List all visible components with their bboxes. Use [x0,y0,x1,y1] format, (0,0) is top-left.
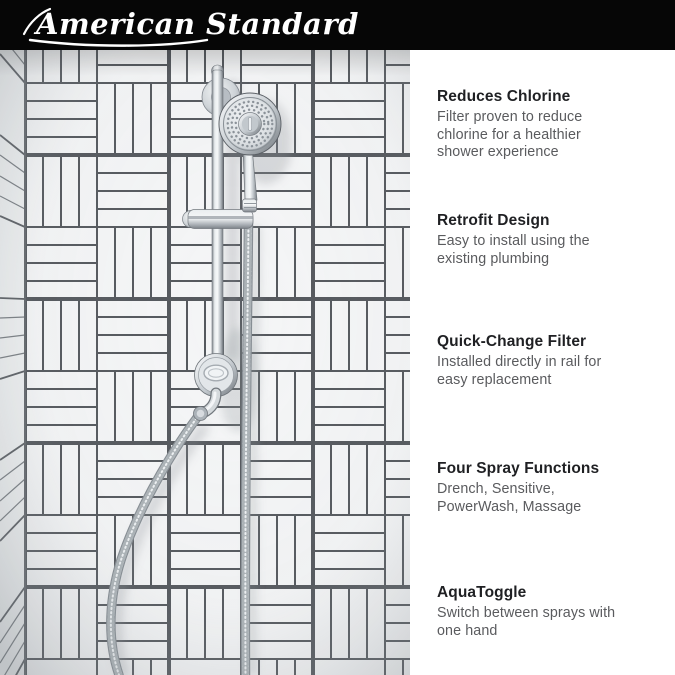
feature-description: Easy to install using the existing plumbing [437,233,590,267]
photo-vignette [0,50,410,675]
feature-title: Retrofit Design [437,212,550,229]
feature-retrofit-design [437,212,622,268]
feature-title: AquaToggle [437,584,527,601]
brand-logo-text: American Standard [36,7,359,41]
brand-banner [0,0,675,50]
product-photo [0,50,410,675]
feature-description: Installed directly in rail for easy replacement [437,354,602,388]
feature-title: Reduces Chlorine [437,88,571,105]
feature-description: Drench, Sensitive, PowerWash, Massage [437,481,582,515]
feature-aquatoggle [437,584,622,640]
brand-logo [0,0,675,50]
feature-reduces-chlorine [437,88,622,162]
feature-four-spray-functions [437,460,622,516]
feature-quick-change-filter [437,333,622,389]
feature-title: Four Spray Functions [437,460,600,477]
feature-description: Filter proven to reduce chlorine for a healthier shower experience [437,109,583,161]
feature-description: Switch between sprays with one hand [437,605,616,639]
feature-title: Quick-Change Filter [437,333,587,350]
